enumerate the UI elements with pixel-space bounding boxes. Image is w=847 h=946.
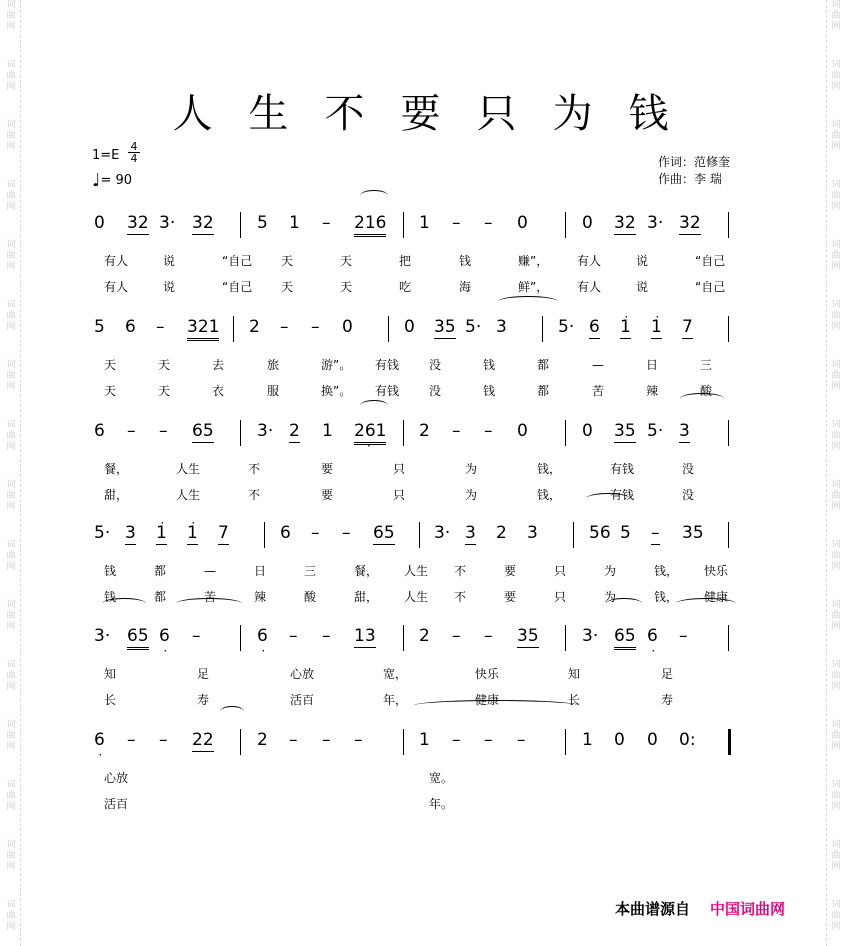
note: 5· bbox=[558, 317, 575, 337]
slur bbox=[498, 296, 558, 307]
lyric-verse1: 三 bbox=[304, 564, 317, 578]
note: 56 bbox=[589, 523, 611, 543]
lyric-verse1: 日 bbox=[254, 564, 267, 578]
watermark-text: 词 曲 网 bbox=[6, 900, 16, 932]
lyric-verse1: 要 bbox=[321, 462, 334, 476]
composer: 作曲：李 瑞 bbox=[658, 172, 722, 186]
lyric-verse2: 换”。 bbox=[321, 384, 352, 398]
note: 216 bbox=[354, 212, 386, 237]
bar-line bbox=[419, 522, 420, 548]
note: 3 bbox=[125, 523, 136, 543]
lyric-verse2: 钱 bbox=[483, 384, 496, 398]
watermark-text: 词 曲 网 bbox=[6, 660, 16, 692]
note: · 1 bbox=[651, 316, 662, 339]
lyric-verse2: 都 bbox=[154, 590, 167, 604]
score-row bbox=[94, 729, 744, 811]
dash-extension: – bbox=[289, 730, 298, 750]
slur bbox=[680, 393, 724, 404]
watermark-text: 词 曲 网 bbox=[831, 780, 841, 812]
note: 1 bbox=[289, 213, 300, 233]
note: 35 bbox=[682, 523, 704, 543]
lyric-verse2: 活百 bbox=[290, 693, 315, 707]
lyric-verse2: 服 bbox=[267, 384, 280, 398]
bar-line bbox=[403, 420, 404, 446]
watermark-text: 词 曲 网 bbox=[831, 300, 841, 332]
dash-extension: – bbox=[452, 626, 461, 646]
bar-line bbox=[728, 522, 729, 548]
watermark-text: 词 曲 网 bbox=[6, 540, 16, 572]
lyric-verse1: 说 bbox=[636, 254, 649, 268]
dash-extension: – bbox=[159, 730, 168, 750]
note: 6 bbox=[94, 421, 105, 441]
lyric-verse2: 衣 bbox=[212, 384, 225, 398]
lyric-verse1: 天 bbox=[158, 358, 171, 372]
tempo-marking bbox=[92, 170, 132, 191]
bar-line bbox=[240, 625, 241, 651]
note: 5· bbox=[94, 523, 111, 543]
score-row bbox=[94, 522, 744, 604]
lyric-verse1: 足 bbox=[197, 667, 210, 681]
lyric-verse1: 心放 bbox=[290, 667, 315, 681]
note: 5· bbox=[465, 317, 482, 337]
lyric-verse1: 钱 bbox=[483, 358, 496, 372]
lyric-verse1: 钱 bbox=[459, 254, 472, 268]
lyric-verse2: 苦 bbox=[592, 384, 605, 398]
dash-extension: – bbox=[484, 213, 493, 233]
note: 261 · bbox=[354, 420, 386, 445]
note: 6 bbox=[589, 317, 600, 337]
lyric-verse1: 都 bbox=[537, 358, 550, 372]
quarter-note-icon: ♩ bbox=[92, 170, 101, 191]
note: 1 bbox=[419, 730, 430, 750]
lyric-verse1: “自己 bbox=[222, 254, 253, 268]
note: 65 bbox=[192, 421, 214, 441]
note: 3 bbox=[527, 523, 538, 543]
watermark-text: 词 曲 网 bbox=[831, 540, 841, 572]
lyric-verse2: 活百 bbox=[104, 797, 129, 811]
watermark-text: 词 曲 网 bbox=[831, 600, 841, 632]
slur bbox=[220, 706, 244, 717]
watermark-text: 词 曲 网 bbox=[6, 240, 16, 272]
note: 0 bbox=[582, 421, 593, 441]
watermark-text: 词 曲 网 bbox=[6, 600, 16, 632]
dash-extension: – bbox=[651, 523, 660, 543]
note: 3· bbox=[434, 523, 451, 543]
note: 32 bbox=[127, 213, 149, 233]
lyric-verse2: 寿 bbox=[661, 693, 674, 707]
credits bbox=[658, 154, 730, 188]
tempo-value: = 90 bbox=[100, 173, 133, 188]
lyric-verse1: 没 bbox=[682, 462, 695, 476]
lyric-verse1: 把 bbox=[399, 254, 412, 268]
watermark-text: 词 曲 网 bbox=[6, 180, 16, 212]
lyric-verse2: 人生 bbox=[404, 590, 429, 604]
slur bbox=[606, 598, 642, 609]
watermark-text: 词 曲 网 bbox=[6, 840, 16, 872]
lyric-verse2: 甜， bbox=[104, 488, 129, 502]
lyric-verse2: 天 bbox=[340, 280, 353, 294]
dash-extension: – bbox=[452, 730, 461, 750]
lyric-verse2: 没 bbox=[429, 384, 442, 398]
bar-line bbox=[403, 212, 404, 238]
watermark-text: 词 曲 网 bbox=[831, 240, 841, 272]
lyric-verse1: 餐， bbox=[104, 462, 129, 476]
note: 13 bbox=[354, 626, 376, 646]
note: 35 bbox=[614, 421, 636, 441]
watermark-strip-right bbox=[826, 0, 845, 946]
note: 32 bbox=[614, 213, 636, 233]
lyric-verse1: 赚”， bbox=[518, 254, 549, 268]
lyric-verse2: 只 bbox=[393, 488, 406, 502]
slur bbox=[586, 493, 630, 504]
dash-extension: – bbox=[311, 523, 320, 543]
lyric-verse1: 只 bbox=[554, 564, 567, 578]
watermark-text: 词 曲 网 bbox=[831, 720, 841, 752]
watermark-text: 词 曲 网 bbox=[831, 60, 841, 92]
watermark-text: 词 曲 网 bbox=[831, 420, 841, 452]
bar-line bbox=[728, 729, 731, 755]
lyric-verse1: 知 bbox=[568, 667, 581, 681]
note: 0 bbox=[582, 213, 593, 233]
note: 35 bbox=[434, 317, 456, 337]
lyric-verse2: 天 bbox=[158, 384, 171, 398]
watermark-text: 词 曲 网 bbox=[6, 420, 16, 452]
bar-line bbox=[728, 625, 729, 651]
time-sig-numerator: 4 bbox=[128, 141, 140, 153]
lyric-verse2: 要 bbox=[321, 488, 334, 502]
lyricist: 作词：范修奎 bbox=[658, 155, 731, 169]
note: 6 · bbox=[159, 625, 170, 647]
lyric-verse2: 酸 bbox=[700, 384, 713, 398]
key-signature: 1=E bbox=[92, 148, 120, 163]
dash-extension: – bbox=[127, 730, 136, 750]
note: 2 bbox=[419, 421, 430, 441]
note: 3 bbox=[496, 317, 507, 337]
note: 5 bbox=[620, 523, 631, 543]
lyric-verse1: — bbox=[592, 358, 604, 372]
lyric-verse1: 都 bbox=[154, 564, 167, 578]
watermark-text: 词 曲 网 bbox=[6, 480, 16, 512]
lyric-verse2: 有钱 bbox=[375, 384, 400, 398]
lyric-verse1: 有钱 bbox=[610, 462, 635, 476]
note: 6 · bbox=[94, 729, 105, 751]
bar-line bbox=[565, 420, 566, 446]
lyric-verse2: 年， bbox=[383, 693, 408, 707]
lyric-verse1: 只 bbox=[393, 462, 406, 476]
watermark-text: 词 曲 网 bbox=[6, 60, 16, 92]
note: 3 bbox=[465, 523, 476, 543]
lyric-verse1: 心放 bbox=[104, 771, 129, 785]
watermark-text: 词 曲 网 bbox=[6, 0, 16, 32]
bar-line bbox=[728, 212, 729, 238]
note: 0 bbox=[94, 213, 105, 233]
watermark-text: 词 曲 网 bbox=[831, 180, 841, 212]
lyric-verse2: 有钱 bbox=[610, 488, 635, 502]
lyric-verse1: 钱， bbox=[537, 462, 562, 476]
note: 1 bbox=[419, 213, 430, 233]
lyric-verse2: 辣 bbox=[646, 384, 659, 398]
lyric-verse2: 吃 bbox=[399, 280, 412, 294]
lyric-verse2: 钱 bbox=[104, 590, 117, 604]
note: 2 bbox=[496, 523, 507, 543]
lyric-verse1: “自己 bbox=[695, 254, 726, 268]
note: 32 bbox=[192, 213, 214, 233]
dash-extension: – bbox=[311, 317, 320, 337]
note: 2 bbox=[249, 317, 260, 337]
note: 5 bbox=[94, 317, 105, 337]
lyric-verse2: 为 bbox=[465, 488, 478, 502]
lyric-verse2: 没 bbox=[682, 488, 695, 502]
note: 35 bbox=[517, 626, 539, 646]
note: 22 bbox=[192, 730, 214, 750]
score-row bbox=[94, 625, 744, 707]
dash-extension: – bbox=[192, 626, 201, 646]
note: · 1 bbox=[620, 316, 631, 339]
lyric-verse1: 有人 bbox=[104, 254, 129, 268]
lyric-verse1: 钱， bbox=[654, 564, 679, 578]
lyric-verse2: 有人 bbox=[577, 280, 602, 294]
time-sig-denominator: 4 bbox=[130, 152, 138, 165]
slur bbox=[676, 598, 736, 609]
dash-extension: – bbox=[484, 730, 493, 750]
dash-extension: – bbox=[342, 523, 351, 543]
dash-extension: – bbox=[484, 421, 493, 441]
dash-extension: – bbox=[517, 730, 526, 750]
lyric-verse1: 知 bbox=[104, 667, 117, 681]
lyric-verse2: 健康 bbox=[704, 590, 729, 604]
lyric-verse1: 为 bbox=[604, 564, 617, 578]
lyric-verse1: 不 bbox=[248, 462, 261, 476]
dash-extension: – bbox=[484, 626, 493, 646]
note: 0 bbox=[517, 213, 528, 233]
note: 0: bbox=[679, 730, 696, 750]
note: · 1 bbox=[187, 522, 198, 545]
lyric-verse2: 为 bbox=[604, 590, 617, 604]
dash-extension: – bbox=[156, 317, 165, 337]
lyric-verse2: 鲜”， bbox=[518, 280, 549, 294]
lyric-verse1: 宽。 bbox=[429, 771, 454, 785]
lyric-verse1: 餐， bbox=[354, 564, 379, 578]
dash-extension: – bbox=[452, 421, 461, 441]
note: 3 bbox=[679, 421, 690, 441]
watermark-text: 词 曲 网 bbox=[831, 660, 841, 692]
lyric-verse2: 健康 bbox=[475, 693, 500, 707]
note: 2 bbox=[289, 421, 300, 441]
lyric-verse2: 说 bbox=[636, 280, 649, 294]
lyric-verse1: 足 bbox=[661, 667, 674, 681]
lyric-verse2: 天 bbox=[104, 384, 117, 398]
note: 6 bbox=[280, 523, 291, 543]
dash-extension: – bbox=[322, 213, 331, 233]
score-row bbox=[94, 212, 744, 294]
lyric-verse2: 天 bbox=[281, 280, 294, 294]
bar-line bbox=[403, 729, 404, 755]
lyric-verse1: 三 bbox=[700, 358, 713, 372]
lyric-verse2: “自己 bbox=[695, 280, 726, 294]
dash-extension: – bbox=[322, 626, 331, 646]
lyric-verse1: 天 bbox=[340, 254, 353, 268]
note: 3· bbox=[582, 626, 599, 646]
lyric-verse2: 苦 bbox=[204, 590, 217, 604]
lyric-verse2: 寿 bbox=[197, 693, 210, 707]
slur bbox=[414, 700, 578, 711]
lyric-verse1: 为 bbox=[465, 462, 478, 476]
lyric-verse2: 长 bbox=[568, 693, 581, 707]
note: 0 bbox=[342, 317, 353, 337]
note: 6 bbox=[125, 317, 136, 337]
dash-extension: – bbox=[322, 730, 331, 750]
lyric-verse2: 说 bbox=[163, 280, 176, 294]
lyric-verse1: 去 bbox=[212, 358, 225, 372]
note: 3· bbox=[257, 421, 274, 441]
lyric-verse1: 快乐 bbox=[704, 564, 729, 578]
time-signature bbox=[128, 141, 140, 164]
lyric-verse2: 有人 bbox=[104, 280, 129, 294]
watermark-text: 词 曲 网 bbox=[831, 840, 841, 872]
source-label: 本曲谱源自 bbox=[615, 900, 691, 918]
lyric-verse1: 没 bbox=[429, 358, 442, 372]
note: 5· bbox=[647, 421, 664, 441]
lyric-verse1: 人生 bbox=[176, 462, 201, 476]
lyric-verse1: 不 bbox=[454, 564, 467, 578]
bar-line bbox=[240, 420, 241, 446]
lyric-verse2: 人生 bbox=[176, 488, 201, 502]
watermark-text: 词 曲 网 bbox=[831, 0, 841, 32]
bar-line bbox=[573, 522, 574, 548]
lyric-verse2: “自己 bbox=[222, 280, 253, 294]
watermark-strip-left bbox=[2, 0, 21, 946]
lyric-verse1: 要 bbox=[504, 564, 517, 578]
lyric-verse1: 快乐 bbox=[475, 667, 500, 681]
bar-line bbox=[565, 212, 566, 238]
lyric-verse2: 钱， bbox=[537, 488, 562, 502]
note: 5 bbox=[257, 213, 268, 233]
lyric-verse2: 长 bbox=[104, 693, 117, 707]
lyric-verse1: 天 bbox=[281, 254, 294, 268]
bar-line bbox=[728, 316, 729, 342]
lyric-verse1: 旅 bbox=[267, 358, 280, 372]
note: 0 bbox=[517, 421, 528, 441]
note: 0 bbox=[614, 730, 625, 750]
dash-extension: – bbox=[280, 317, 289, 337]
lyric-verse1: 有人 bbox=[577, 254, 602, 268]
note: 6 · bbox=[257, 625, 268, 647]
lyric-verse2: 钱， bbox=[654, 590, 679, 604]
lyric-verse1: 钱 bbox=[104, 564, 117, 578]
footer bbox=[615, 898, 785, 919]
note: 0 bbox=[404, 317, 415, 337]
score-row bbox=[94, 316, 744, 398]
lyric-verse1: 日 bbox=[646, 358, 659, 372]
note: 3· bbox=[159, 213, 176, 233]
lyric-verse2: 不 bbox=[248, 488, 261, 502]
lyric-verse2: 酸 bbox=[304, 590, 317, 604]
dash-extension: – bbox=[159, 421, 168, 441]
note: 321 bbox=[187, 316, 219, 341]
lyric-verse1: 游”。 bbox=[321, 358, 352, 372]
watermark-text: 词 曲 网 bbox=[6, 720, 16, 752]
bar-line bbox=[728, 420, 729, 446]
lyric-verse2: 都 bbox=[537, 384, 550, 398]
score-row bbox=[94, 420, 744, 502]
note: 2 bbox=[419, 626, 430, 646]
lyric-verse1: — bbox=[204, 564, 216, 578]
site-name: 中国词曲网 bbox=[710, 900, 786, 918]
bar-line bbox=[403, 625, 404, 651]
bar-line bbox=[542, 316, 543, 342]
note: 2 bbox=[257, 730, 268, 750]
note: 65 bbox=[373, 523, 395, 543]
note: 32 bbox=[679, 213, 701, 233]
song-title: 人生不要只为钱 bbox=[172, 91, 705, 137]
slur bbox=[176, 598, 242, 609]
bar-line bbox=[233, 316, 234, 342]
dash-extension: – bbox=[127, 421, 136, 441]
lyric-verse2: 年。 bbox=[429, 797, 454, 811]
bar-line bbox=[565, 625, 566, 651]
slur bbox=[102, 598, 146, 609]
note: 0 bbox=[647, 730, 658, 750]
note: 65 bbox=[614, 625, 636, 650]
lyric-verse2: 辣 bbox=[254, 590, 267, 604]
dash-extension: – bbox=[452, 213, 461, 233]
watermark-text: 词 曲 网 bbox=[6, 300, 16, 332]
note: · 1 bbox=[156, 522, 167, 545]
lyric-verse1: 天 bbox=[104, 358, 117, 372]
watermark-text: 词 曲 网 bbox=[831, 120, 841, 152]
bar-line bbox=[240, 212, 241, 238]
bar-line bbox=[264, 522, 265, 548]
dash-extension: – bbox=[354, 730, 363, 750]
bar-line bbox=[565, 729, 566, 755]
bar-line bbox=[240, 729, 241, 755]
lyric-verse2: 不 bbox=[454, 590, 467, 604]
dash-extension: – bbox=[679, 626, 688, 646]
watermark-text: 词 曲 网 bbox=[6, 360, 16, 392]
lyric-verse1: 人生 bbox=[404, 564, 429, 578]
note: 3· bbox=[647, 213, 664, 233]
lyric-verse1: 说 bbox=[163, 254, 176, 268]
lyric-verse2: 要 bbox=[504, 590, 517, 604]
note: 1 bbox=[582, 730, 593, 750]
lyric-verse2: 海 bbox=[459, 280, 472, 294]
lyric-verse1: 有钱 bbox=[375, 358, 400, 372]
note: 3· bbox=[94, 626, 111, 646]
note: 7 bbox=[682, 317, 693, 337]
lyric-verse2: 甜， bbox=[354, 590, 379, 604]
dash-extension: – bbox=[289, 626, 298, 646]
lyric-verse2: 只 bbox=[554, 590, 567, 604]
watermark-text: 词 曲 网 bbox=[6, 120, 16, 152]
bar-line bbox=[388, 316, 389, 342]
watermark-text: 词 曲 网 bbox=[831, 900, 841, 932]
note: 6 · bbox=[647, 625, 658, 647]
note: 65 bbox=[127, 625, 149, 650]
watermark-text: 词 曲 网 bbox=[831, 480, 841, 512]
watermark-text: 词 曲 网 bbox=[6, 780, 16, 812]
note: 7 bbox=[218, 523, 229, 543]
watermark-text: 词 曲 网 bbox=[831, 360, 841, 392]
slur bbox=[360, 190, 388, 201]
slur bbox=[360, 400, 388, 411]
note: 1 bbox=[322, 421, 333, 441]
lyric-verse1: 宽， bbox=[383, 667, 408, 681]
